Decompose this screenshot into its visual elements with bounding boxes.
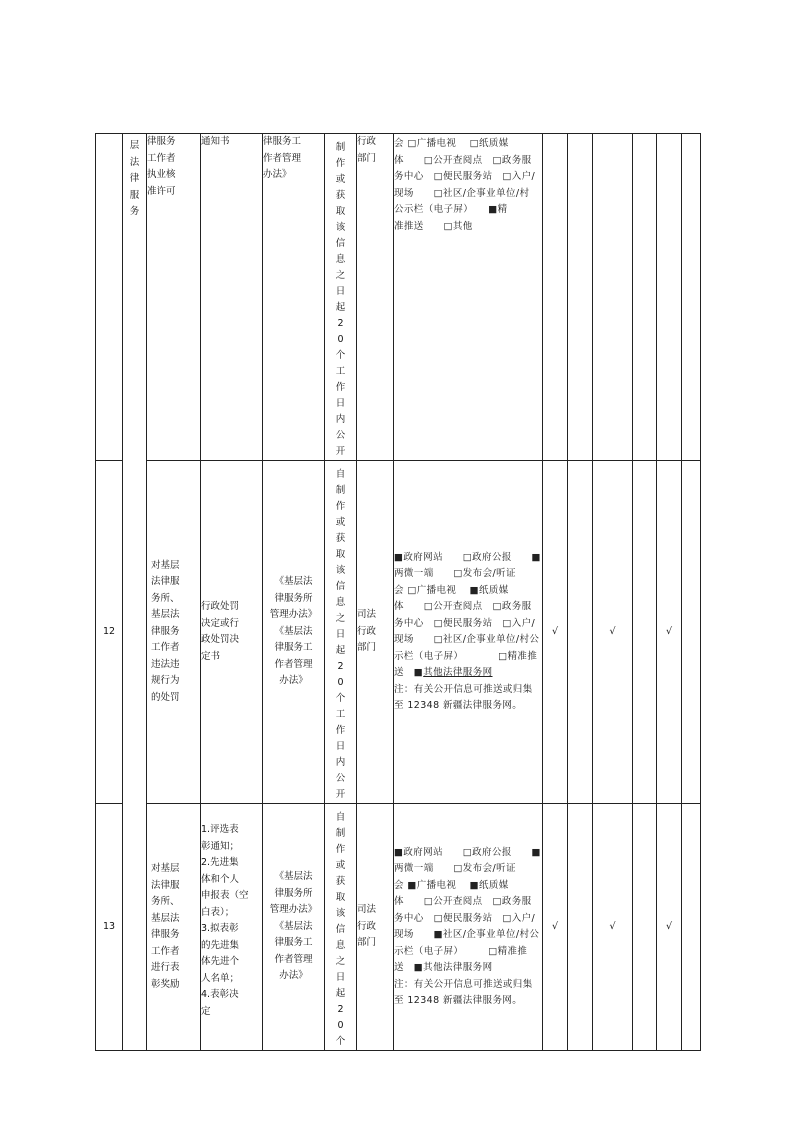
cell-line: 办法》 [263, 169, 292, 180]
cell-line: 4.表彰决 [201, 989, 239, 1000]
cell-line: 执业核 [147, 169, 176, 180]
mark-cell [543, 134, 568, 461]
cell-line: 《基层法 [274, 576, 313, 588]
channel-line: 现场 ■社区/企事业单位/村公 [394, 929, 540, 940]
cell-line: 法律服 [151, 576, 180, 588]
channel-line: 务中心 □便民服务站 □入户/ [394, 171, 536, 182]
table-row [96, 804, 701, 1051]
channel-line: 现场 □社区/企事业单位/村 [394, 187, 530, 199]
cell-line: 《基层法 [274, 625, 313, 637]
cell-line: 工作者 [147, 152, 176, 164]
cell-line: 律服务 [147, 136, 176, 147]
basis-lines [263, 134, 324, 184]
content-cell [201, 804, 263, 1051]
basis-cell [263, 134, 325, 461]
mark-cell [657, 134, 682, 461]
mark-cell: √ [593, 461, 633, 804]
subject-lines [357, 607, 393, 657]
cell-line: 彰奖励 [151, 978, 180, 990]
matter-cell [147, 461, 201, 804]
subject-cell [357, 804, 394, 1051]
cell-line: 行政 [357, 920, 377, 932]
cell-line: 政处罚决 [201, 634, 240, 645]
cell-line: 《基层法 [274, 920, 313, 932]
mark-cell [568, 134, 593, 461]
mark-cell: √ [543, 461, 568, 804]
basis-cell [263, 804, 325, 1051]
channel-line: 务中心 □便民服务站 □入户/ [394, 617, 536, 629]
channels-cell [394, 461, 543, 804]
channel-line: 示栏（电子屏） □精准推 [394, 945, 528, 957]
channel-line: 公示栏（电子屏） ■精 [394, 204, 508, 215]
subject-cell [357, 461, 394, 804]
cell-line: 法律服 [151, 879, 180, 891]
subject-lines [357, 902, 393, 952]
mark-cell [633, 461, 657, 804]
channels-list [394, 136, 542, 235]
cell-line: 司法 [357, 609, 377, 621]
matter-lines [147, 861, 200, 993]
channel-line: 准推送 □其他 [394, 220, 473, 232]
channel-line: 至 12348 新疆法律服务网。 [394, 995, 523, 1006]
channel-line: 会 ■广播电视 ■纸质媒 [394, 879, 509, 891]
subject-lines [357, 134, 393, 167]
cell-line: 律服务工 [274, 642, 313, 654]
channel-line: 现场 □社区/企事业单位/村公 [394, 634, 540, 645]
category-cell [123, 134, 147, 1051]
cell-line: 定书 [201, 650, 221, 662]
cell-line: 务所、 [151, 896, 180, 907]
mark-cell [568, 461, 593, 804]
cell-line: 体先进个 [201, 956, 240, 967]
cell-line: 基层法 [151, 609, 180, 621]
time-limit-text: 制作或获取该信息之日起20个工作日内公开 [335, 142, 346, 457]
cell-line: 人名单； [201, 972, 240, 984]
channel-line: 体 □公开查阅点 □政务服 [394, 601, 532, 612]
cell-line: 管理办法》 [269, 904, 318, 916]
time-limit-cell [325, 804, 357, 1051]
cell-line: 2.先进集 [201, 857, 239, 868]
cell-line: 申报表（空 [201, 890, 249, 901]
table-row [96, 461, 701, 804]
channel-line: 务中心 □便民服务站 □入户/ [394, 912, 536, 924]
mark-cell [682, 804, 701, 1051]
channel-line: 会 □广播电视 ■纸质媒 [394, 584, 509, 596]
cell-line: 部门 [357, 937, 377, 949]
cell-line: 1.评选表 [201, 824, 239, 835]
cell-line: 行政 [357, 625, 377, 637]
table-row [96, 134, 701, 461]
channel-line: 两微一端 □发布会/听证 [394, 568, 516, 579]
mark-cell: √ [543, 804, 568, 1051]
cell-line: 作者管理 [263, 152, 302, 164]
mark-cell [633, 134, 657, 461]
cell-line: 工作者 [151, 945, 180, 957]
cell-line: 部门 [357, 642, 377, 654]
content-lines [201, 822, 262, 1020]
mark-cell [593, 134, 633, 461]
matter-lines [147, 134, 200, 200]
basis-lines [263, 869, 324, 985]
cell-line: 作者管理 [274, 953, 313, 965]
cell-line: 律服务 [151, 929, 180, 940]
row-number [96, 134, 123, 461]
cell-line: 律服务所 [274, 592, 313, 604]
channel-line: 送 ■其他法律服务网 [394, 667, 493, 678]
row-number: 12 [96, 461, 123, 804]
cell-line: 办法》 [279, 970, 308, 982]
channel-line: 至 12348 新疆法律服务网。 [394, 700, 523, 711]
cell-line: 3.拟表彰 [201, 923, 239, 934]
cell-line: 行政处罚 [201, 601, 240, 612]
time-limit-text: 自制作或获取该信息之日起20个工作日内公开 [335, 469, 346, 800]
mark-cell [682, 134, 701, 461]
time-limit-cell [325, 134, 357, 461]
cell-line: 作者管理 [274, 658, 313, 670]
row-number: 13 [96, 804, 123, 1051]
cell-line: 律服务工 [263, 136, 302, 147]
channel-line: 送 ■其他法律服务网 [394, 962, 493, 973]
cell-line: 决定或行 [201, 617, 240, 629]
time-limit-cell [325, 461, 357, 804]
matter-cell [147, 134, 201, 461]
channel-line: 注：有关公开信息可推送或归集 [394, 978, 533, 990]
disclosure-table [95, 133, 701, 1051]
cell-line: 《基层法 [274, 871, 313, 883]
cell-line: 管理办法》 [269, 609, 318, 621]
content-cell [201, 134, 263, 461]
cell-line: 部门 [357, 152, 377, 164]
cell-line: 工作者 [151, 642, 180, 654]
mark-cell [682, 461, 701, 804]
mark-cell: √ [657, 804, 682, 1051]
time-limit-text: 自制作或获取该信息之日起20个 [335, 812, 346, 1047]
mark-cell: √ [593, 804, 633, 1051]
mark-cell: √ [657, 461, 682, 804]
basis-cell [263, 461, 325, 804]
cell-line: 的处罚 [151, 691, 180, 703]
channel-line: ■政府网站 □政府公报 ■ [394, 551, 541, 563]
cell-line: 对基层 [151, 559, 180, 571]
underlined-text: 其他法律服务网 [423, 667, 493, 678]
cell-line: 基层法 [151, 912, 180, 924]
content-cell [201, 461, 263, 804]
channels-cell [394, 804, 543, 1051]
mark-cell [568, 804, 593, 1051]
cell-line: 白表）； [201, 906, 235, 918]
category-label: 层法律服务 [129, 140, 140, 217]
cell-line: 律服务工 [274, 937, 313, 949]
content-lines [201, 599, 262, 665]
cell-line: 进行表 [151, 962, 180, 973]
matter-cell [147, 804, 201, 1051]
cell-line: 准许可 [147, 185, 176, 197]
channel-line: 体 □公开查阅点 □政务服 [394, 896, 532, 907]
cell-line: 的先进集 [201, 939, 240, 951]
cell-line: 定 [201, 1005, 211, 1017]
channel-line: 注：有关公开信息可推送或归集 [394, 683, 533, 695]
channel-line: 体 □公开查阅点 □政务服 [394, 154, 532, 166]
cell-line: 办法》 [279, 675, 308, 687]
subject-cell [357, 134, 394, 461]
channel-line: 两微一端 □发布会/听证 [394, 863, 516, 874]
channels-list [394, 845, 542, 1010]
cell-line: 规行为 [151, 675, 180, 687]
cell-line: 务所、 [151, 592, 180, 604]
mark-cell [633, 804, 657, 1051]
cell-line: 彰通知； [201, 840, 240, 852]
content-text: 通知书 [201, 136, 230, 147]
matter-lines [147, 558, 200, 707]
cell-line: 对基层 [151, 863, 180, 874]
cell-line: 司法 [357, 904, 377, 916]
cell-line: 体和个人 [201, 873, 240, 885]
cell-line: 律服务所 [274, 887, 313, 899]
cell-line: 行政 [357, 136, 377, 147]
cell-line: 律服务 [151, 625, 180, 637]
channels-list [394, 550, 542, 715]
channels-cell [394, 134, 543, 461]
channel-line: 会 □广播电视 □纸质媒 [394, 138, 509, 149]
cell-line: 违法违 [151, 658, 180, 670]
channel-line: ■政府网站 □政府公报 ■ [394, 846, 541, 858]
channel-line: 示栏（电子屏） □精准推 [394, 650, 538, 662]
basis-lines [263, 574, 324, 690]
